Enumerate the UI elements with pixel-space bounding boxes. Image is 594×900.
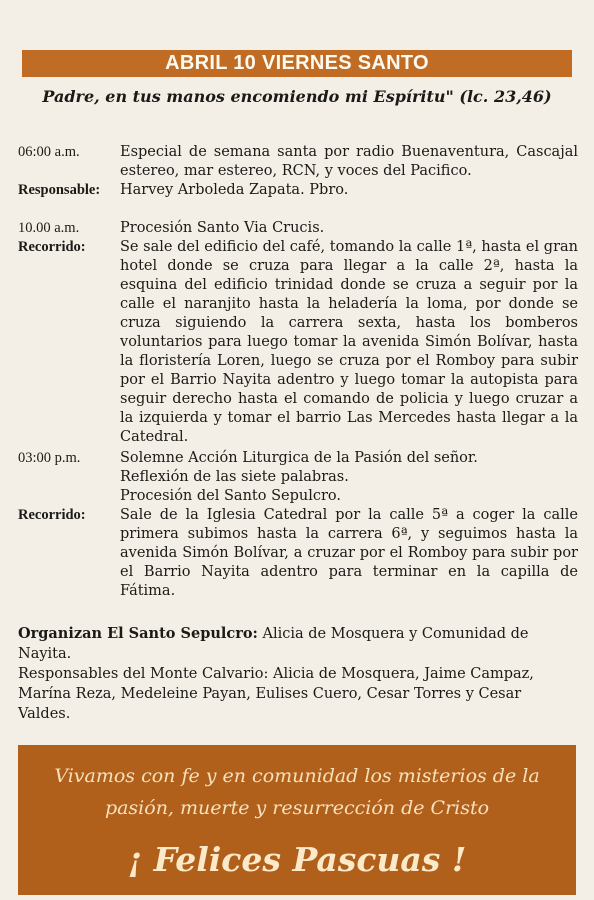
page-title: ABRIL 10 VIERNES SANTO [22,50,572,77]
entry-detail-text: Sale de la Iglesia Catedral por la calle 5ª a coger la calle primera subimos hasta la carrera 6ª, y seguimos hasta la avenida Simón Bolívar, a cruzar por el Romboy para subir por el Barrio Nayita adentro para terminar en la capilla de Fátima. [120,507,578,599]
entry-text-2: Reflexión de las siete palabras. [120,469,349,485]
entry-text: Especial de semana santa por radio Buenaventura, Cascajal estereo, mar estereo, RCN, y voces del Pacifico. [120,144,578,179]
entry-detail-text: Harvey Arboleda Zapata. Pbro. [120,182,349,198]
schedule-entry-3 [18,449,578,601]
schedule-entry-2 [18,219,578,447]
closing-line-1: Vivamos con fe y en comunidad los misterios de la [54,765,540,787]
scripture-quote: Padre, en tus manos encomiendo mi Espíritu" (lc. 23,46) [42,87,552,106]
organizers-text: Alicia de Mosquera y Comunidad de Nayita. [18,626,529,662]
entry-detail-label: Responsable: [18,182,101,198]
schedule-entry-1 [18,143,578,200]
entry-text-3: Procesión del Santo Sepulcro. [120,488,341,504]
entry-text: Solemne Acción Liturgica de la Pasión del señor. [120,450,478,466]
entry-time: 10.00 a.m. [18,220,80,236]
closing-line-2: pasión, muerte y resurrección de Cristo [104,797,490,819]
felices-pascuas-greeting: ¡ Felices Pascuas ! [127,840,467,879]
entry-detail-label: Recorrido: [18,507,86,523]
entry-detail-text: Se sale del edificio del café, tomando la calle 1ª, hasta el gran hotel donde se cruza para llegar a la calle 2ª, hasta la esquina del edificio trinidad donde se cruza a seguir por la calle el naranjito hasta la heladería la loma, por donde se cruza siguiendo la carrera sexta, hasta los bomberos voluntarios para luego tomar la avenida Simón Bolívar, hasta la floristería Loren, luego se cruza por el Romboy para subir por el Barrio Nayita adentro y luego tomar la autopista para seguir derecho hasta el comando de policia y luego cruzar a la izquierda y tomar el barrio Las Mercedes hasta llegar a la Catedral. [120,239,578,445]
entry-time: 03:00 p.m. [18,450,81,466]
entry-detail-label: Recorrido: [18,239,86,255]
organizers-line-3: Marína Reza, Medeleine Payan, Eulises Cuero, Cesar Torres y Cesar Valdes. [18,686,522,722]
organizers-block [18,624,578,724]
entry-time: 06:00 a.m. [18,144,80,160]
closing-banner [18,745,576,895]
entry-text: Procesión Santo Via Crucis. [120,220,325,236]
organizers-line-2: Responsables del Monte Calvario: Alicia de Mosquera, Jaime Campaz, [18,666,534,682]
organizers-label: Organizan El Santo Sepulcro: [18,625,258,642]
